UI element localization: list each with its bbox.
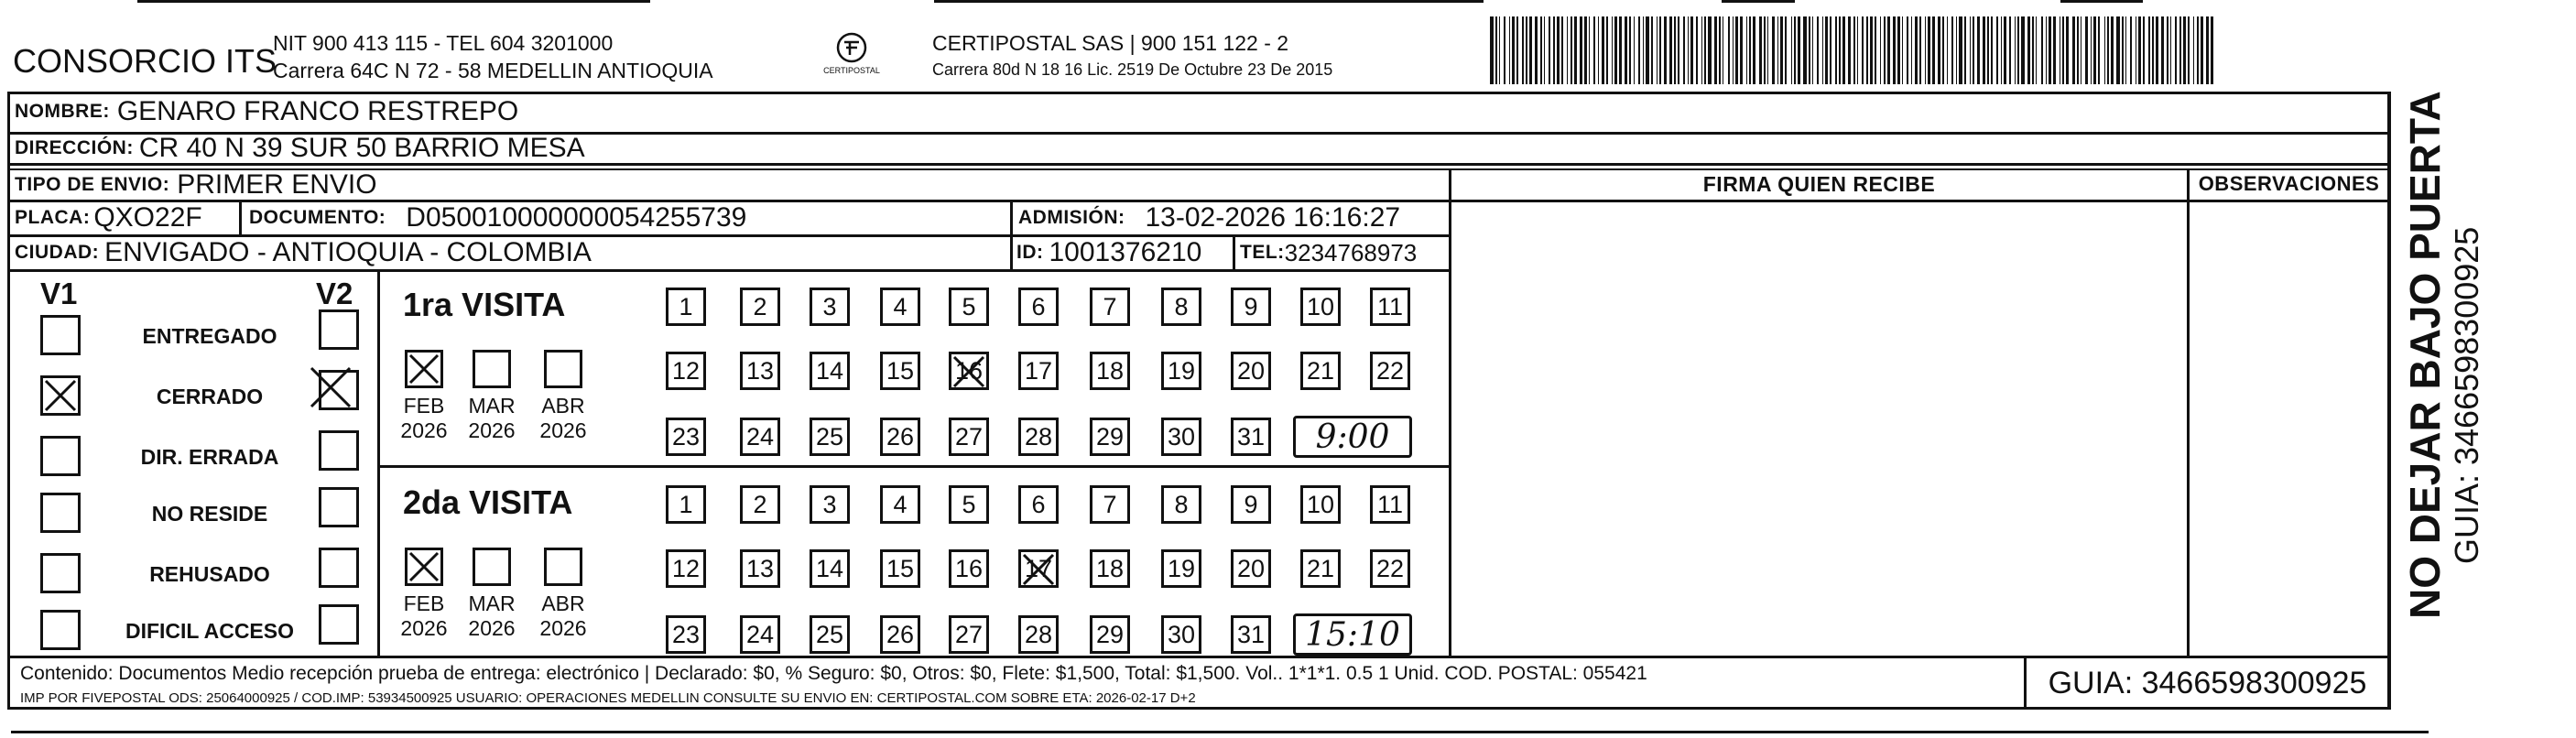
day-box[interactable]: 15 (880, 549, 920, 588)
tel-field (1240, 238, 1417, 267)
visit-title: 2da VISITA (403, 483, 573, 521)
day-box[interactable]: 11 (1370, 288, 1410, 326)
day-box[interactable]: 29 (1090, 615, 1130, 654)
day-box[interactable]: 20 (1231, 352, 1271, 390)
v2-check-mark (306, 363, 355, 412)
direccion-value: CR 40 N 39 SUR 50 BARRIO MESA (138, 133, 585, 163)
status-label: REHUSADO (149, 562, 270, 586)
v1-label: V1 (40, 277, 78, 310)
day-box[interactable]: 8 (1161, 288, 1201, 326)
day-box[interactable]: 17 (1018, 352, 1059, 390)
v1-checkbox[interactable] (40, 493, 81, 533)
day-box[interactable]: 1 (666, 288, 706, 326)
day-box[interactable]: 31 (1231, 615, 1271, 654)
day-box[interactable]: 29 (1090, 418, 1130, 456)
month-checkbox[interactable] (473, 548, 511, 586)
placa-label: PLACA: (15, 207, 91, 228)
col-divider (377, 269, 380, 656)
row-divider (7, 656, 2390, 658)
visit-divider (377, 465, 1451, 468)
documento-value: D050010000000054255739 (406, 202, 747, 233)
visit-title: 1ra VISITA (403, 286, 566, 323)
day-box[interactable]: 9 (1231, 485, 1271, 524)
id-field (1016, 238, 1201, 267)
guia-number: GUIA: 3466598300925 (2048, 665, 2367, 700)
day-box[interactable]: 8 (1161, 485, 1201, 524)
month-label: FEB 2026 (400, 591, 448, 640)
nombre-value: GENARO FRANCO RESTREPO (116, 96, 519, 126)
day-box[interactable]: 6 (1018, 288, 1059, 326)
day-box[interactable]: 24 (740, 418, 780, 456)
day-box[interactable]: 12 (666, 549, 706, 588)
id-value: 1001376210 (1049, 237, 1202, 267)
footer-content-line: Contenido: Documentos Medio recepción prueba de entrega: electrónico | Declarado: $0, % Seguro: $0, Otros: $0, Flete: $1,500, Total: $1,500. Vol.. 1*1*1. 0.5 1 Unid. COD. POSTAL: 055421 (20, 663, 1647, 684)
day-box[interactable]: 2 (740, 485, 780, 524)
day-box[interactable]: 25 (810, 418, 850, 456)
month-check-mark (405, 548, 443, 586)
month-label: ABR 2026 (539, 591, 587, 640)
day-box[interactable]: 3 (810, 485, 850, 524)
day-box[interactable]: 21 (1300, 549, 1341, 588)
day-box[interactable]: 1 (666, 485, 706, 524)
no-dejar-bajo-puerta-text: NO DEJAR BAJO PUERTA (2401, 91, 2449, 619)
top-edge-mark (137, 0, 650, 3)
day-box[interactable]: 26 (880, 615, 920, 654)
month-check-mark (405, 350, 443, 388)
admision-field (1018, 203, 1400, 233)
top-edge-mark (934, 0, 1484, 3)
row-divider (1451, 200, 2390, 202)
day-box[interactable]: 4 (880, 485, 920, 524)
day-box[interactable]: 28 (1018, 615, 1059, 654)
company-info-line1: NIT 900 413 115 - TEL 604 3201000 (273, 31, 614, 55)
month-label: ABR 2026 (539, 394, 587, 442)
barcode-image (1488, 16, 2216, 84)
day-box[interactable]: 31 (1231, 418, 1271, 456)
placa-value: QXO22F (93, 202, 202, 233)
day-box[interactable]: 23 (666, 615, 706, 654)
nombre-row (15, 97, 2387, 126)
day-box[interactable]: 12 (666, 352, 706, 390)
company-name: CONSORCIO ITS (13, 42, 277, 80)
v1-checkbox[interactable] (40, 553, 81, 593)
day-box[interactable]: 14 (810, 549, 850, 588)
day-box[interactable]: 26 (880, 418, 920, 456)
certipostal-logo (810, 29, 894, 84)
status-label: NO RESIDE (151, 502, 268, 526)
v2-label: V2 (316, 277, 353, 310)
ciudad-label: CIUDAD: (15, 242, 100, 263)
day-box[interactable]: 19 (1161, 352, 1201, 390)
day-box[interactable]: 25 (810, 615, 850, 654)
day-box[interactable]: 3 (810, 288, 850, 326)
top-edge-mark (2060, 0, 2143, 3)
month-label: MAR 2026 (468, 591, 516, 640)
day-box[interactable]: 20 (1231, 549, 1271, 588)
observaciones-label: OBSERVACIONES (2198, 172, 2380, 195)
ciudad-value: ENVIGADO - ANTIOQUIA - COLOMBIA (104, 237, 592, 267)
v2-checkbox[interactable] (319, 430, 359, 471)
day-box[interactable]: 16 (949, 352, 989, 390)
footer-print-line: IMP POR FIVEPOSTAL ODS: 25064000925 / COD.IMP: 53934500925 USUARIO: OPERACIONES MEDELLIN CONSULTE SU ENVIO EN: CERTIPOSTAL.COM SOBRE ETA: 2026-02-17 D+2 (20, 690, 1196, 706)
barcode (1488, 16, 2216, 84)
month-checkbox[interactable] (473, 350, 511, 388)
v1-checkbox[interactable] (40, 315, 81, 355)
day-box[interactable]: 6 (1018, 485, 1059, 524)
day-box[interactable]: 13 (740, 549, 780, 588)
day-box[interactable]: 15 (880, 352, 920, 390)
time-box[interactable]: 9:00 (1293, 416, 1412, 458)
day-box[interactable]: 30 (1161, 418, 1201, 456)
time-box[interactable]: 15:10 (1293, 613, 1412, 656)
day-box[interactable]: 2 (740, 288, 780, 326)
v1-checkbox[interactable] (40, 610, 81, 650)
tipo-envio-label: TIPO DE ENVIO: (15, 174, 170, 195)
day-box[interactable]: 10 (1300, 485, 1341, 524)
day-box[interactable]: 5 (949, 288, 989, 326)
v1-checkbox[interactable] (40, 436, 81, 476)
admision-value: 13-02-2026 16:16:27 (1145, 202, 1401, 233)
month-label: FEB 2026 (400, 394, 448, 442)
day-box[interactable]: 16 (949, 549, 989, 588)
day-box[interactable]: 28 (1018, 418, 1059, 456)
side-guia-text: GUIA: 3466598300925 (2448, 226, 2485, 564)
logo-text: CERTIPOSTAL (823, 66, 880, 75)
v2-checkbox[interactable] (319, 604, 359, 645)
documento-label: DOCUMENTO: (249, 207, 386, 228)
day-box[interactable]: 19 (1161, 549, 1201, 588)
status-label: CERRADO (156, 385, 264, 408)
day-box[interactable]: 7 (1090, 485, 1130, 524)
day-box[interactable]: 13 (740, 352, 780, 390)
day-box[interactable]: 11 (1370, 485, 1410, 524)
status-label: DIR. ERRADA (140, 445, 279, 469)
v1-check-mark (40, 375, 81, 416)
col-divider (2388, 92, 2391, 710)
day-cross-mark (1018, 549, 1059, 590)
status-label: ENTREGADO (142, 324, 277, 348)
documento-field (249, 203, 746, 233)
certipostal-logo-icon (810, 29, 894, 84)
tel-label: TEL: (1240, 242, 1285, 263)
day-box[interactable]: 22 (1370, 549, 1410, 588)
day-box[interactable]: 18 (1090, 549, 1130, 588)
month-label: MAR 2026 (468, 394, 516, 442)
courier-info-line1: CERTIPOSTAL SAS | 900 151 122 - 2 (932, 31, 1289, 55)
v2-checkbox[interactable] (319, 487, 359, 527)
top-edge-mark (1722, 0, 1795, 3)
day-box[interactable]: 14 (810, 352, 850, 390)
day-cross-mark (949, 352, 989, 392)
day-box[interactable]: 27 (949, 418, 989, 456)
day-box[interactable]: 4 (880, 288, 920, 326)
row-divider (7, 269, 1451, 272)
signature-area[interactable] (1452, 203, 2185, 654)
observaciones-area[interactable] (2190, 203, 2386, 654)
id-label: ID: (1016, 242, 1044, 263)
courier-info-line2: Carrera 80d N 18 16 Lic. 2519 De Octubre 23 De 2015 (932, 60, 1333, 79)
side-warning (2401, 91, 2485, 619)
day-box[interactable]: 17 (1018, 549, 1059, 588)
day-box[interactable]: 18 (1090, 352, 1130, 390)
day-box[interactable]: 30 (1161, 615, 1201, 654)
month-checkbox[interactable] (544, 548, 582, 586)
day-box[interactable]: 22 (1370, 352, 1410, 390)
day-box[interactable]: 24 (740, 615, 780, 654)
day-box[interactable]: 27 (949, 615, 989, 654)
direccion-row (15, 134, 2387, 163)
nombre-label: NOMBRE: (15, 101, 110, 122)
company-info-line2: Carrera 64C N 72 - 58 MEDELLIN ANTIOQUIA (273, 59, 713, 82)
month-checkbox[interactable] (544, 350, 582, 388)
day-box[interactable]: 21 (1300, 352, 1341, 390)
v2-checkbox[interactable] (319, 309, 359, 350)
tel-value: 3234768973 (1284, 238, 1418, 266)
day-box[interactable]: 7 (1090, 288, 1130, 326)
direccion-label: DIRECCIÓN: (15, 137, 134, 158)
bottom-rule (11, 731, 2429, 733)
day-box[interactable]: 5 (949, 485, 989, 524)
tipo-envio-value: PRIMER ENVIO (177, 169, 377, 200)
day-box[interactable]: 10 (1300, 288, 1341, 326)
firma-label: FIRMA QUIEN RECIBE (1702, 172, 1936, 196)
admision-label: ADMISIÓN: (1018, 207, 1125, 228)
day-box[interactable]: 9 (1231, 288, 1271, 326)
status-label: DIFICIL ACCESO (125, 619, 294, 643)
v2-checkbox[interactable] (319, 548, 359, 588)
day-box[interactable]: 23 (666, 418, 706, 456)
